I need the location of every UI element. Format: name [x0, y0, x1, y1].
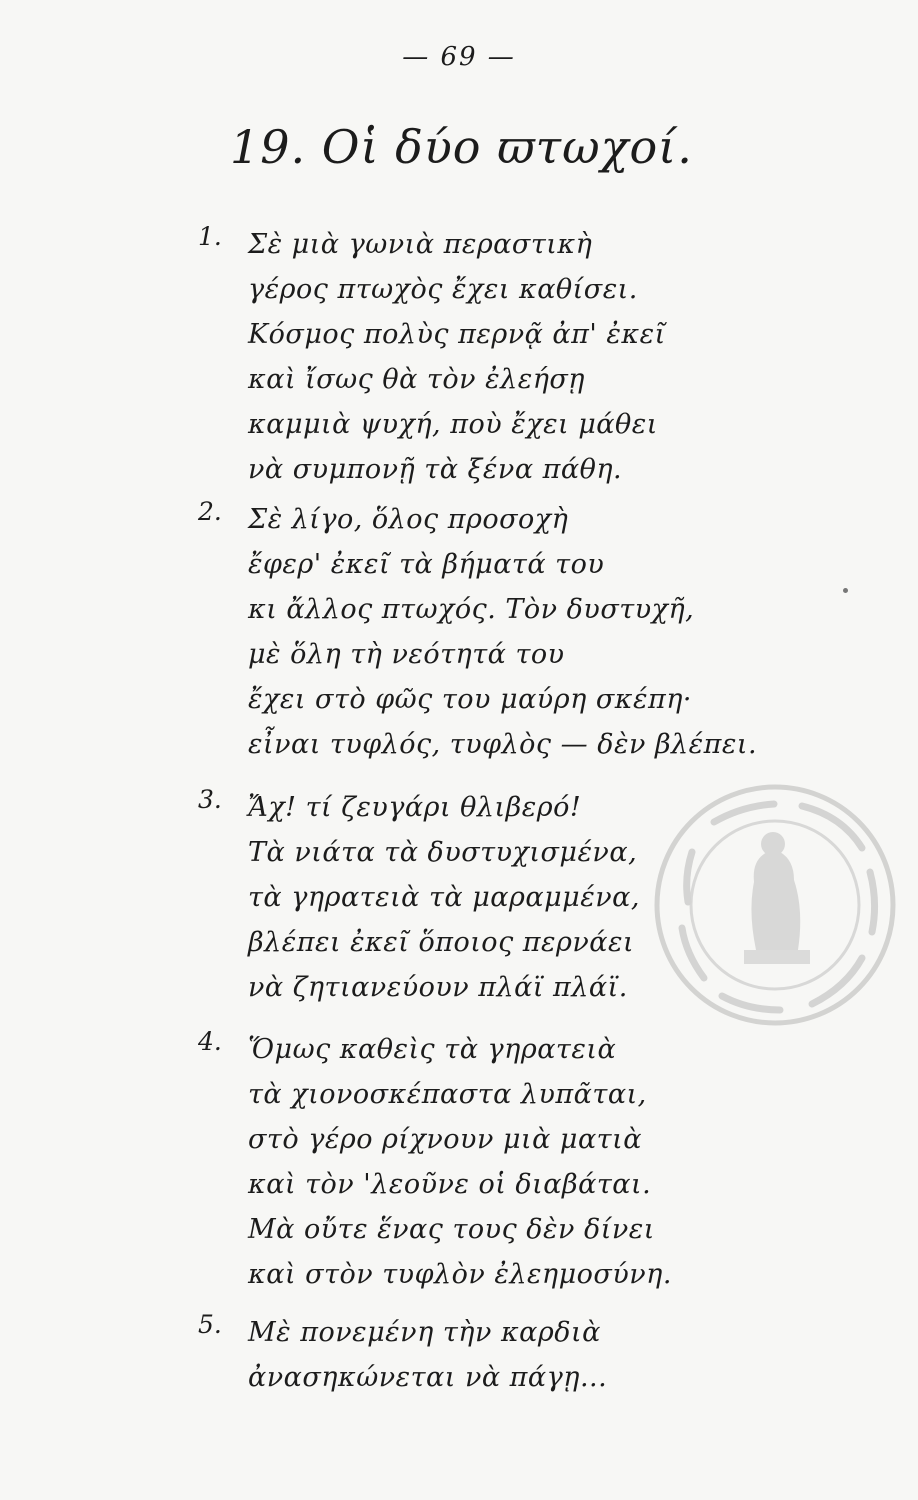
page-number: — 69 — — [402, 42, 516, 72]
stanza-number: 2. — [198, 497, 222, 526]
stanza-number: 3. — [198, 785, 222, 814]
verse-line: Μὲ πονεμένη τὴν καρδιὰ — [248, 1317, 601, 1348]
library-seal-icon — [652, 782, 898, 1028]
verse-line: ἔφερ' ἐκεῖ τὰ βήματά του — [248, 549, 605, 580]
verse-line: τὰ γηρατειὰ τὰ μαραμμένα, — [248, 882, 640, 913]
poem-title: 19. Οἱ δύο ϖτωχοί. — [230, 120, 693, 174]
verse-line: Ὅμως καθεὶς τὰ γηρατειὰ — [248, 1034, 617, 1065]
verse-line: καὶ στὸν τυφλὸν ἐλεημοσύνη. — [248, 1259, 672, 1290]
verse-line: κι ἄλλος πτωχός. Τὸν δυστυχῆ, — [248, 594, 695, 625]
verse-line: Μὰ οὔτε ἕνας τους δὲν δίνει — [248, 1214, 655, 1245]
verse-line: Τὰ νιάτα τὰ δυστυχισμένα, — [248, 837, 638, 868]
verse-line: νὰ ζητιανεύουν πλάϊ πλάϊ. — [248, 972, 628, 1003]
verse-line: ἔχει στὸ φῶς του μαύρη σκέπη· — [248, 684, 692, 715]
stanza-number: 5. — [198, 1310, 222, 1339]
verse-line: Κόσμος πολὺς περνᾷ ἀπ' ἐκεῖ — [248, 319, 666, 350]
verse-line: Σὲ λίγο, ὅλος προσοχὴ — [248, 504, 569, 535]
verse-line: καμμιὰ ψυχή, ποὺ ἔχει μάθει — [248, 409, 658, 440]
verse-line: γέρος πτωχὸς ἔχει καθίσει. — [248, 274, 638, 305]
stanza-lines — [248, 497, 757, 767]
stanza-lines — [248, 222, 666, 492]
stanza-lines — [248, 785, 640, 1010]
verse-line: βλέπει ἐκεῖ ὅποιος περνάει — [248, 927, 635, 958]
ink-speck — [843, 588, 848, 593]
stanza-lines — [248, 1310, 607, 1400]
verse-line: τὰ χιονοσκέπαστα λυπᾶται, — [248, 1079, 647, 1110]
stanza-number: 4. — [198, 1027, 222, 1056]
verse-line: μὲ ὅλη τὴ νεότητά του — [248, 639, 565, 670]
verse-line: ἀνασηκώνεται νὰ πάγῃ... — [248, 1362, 608, 1393]
stanza-number: 1. — [198, 222, 222, 251]
verse-line: νὰ συμπονῇ τὰ ξένα πάθη. — [248, 454, 623, 485]
verse-line: εἶναι τυφλός, τυφλὸς — δὲν βλέπει. — [248, 729, 758, 760]
verse-line: καὶ τὸν 'λεοῦνε οἱ διαβάται. — [248, 1169, 652, 1200]
verse-line: καὶ ἴσως θὰ τὸν ἐλεήσῃ — [248, 364, 585, 395]
verse-line: Ἄχ! τί ζευγάρι θλιβερό! — [248, 792, 582, 823]
verse-line: στὸ γέρο ρίχνουν μιὰ ματιὰ — [248, 1124, 642, 1155]
stanza-lines — [248, 1027, 672, 1297]
verse-line: Σὲ μιὰ γωνιὰ περαστικὴ — [248, 229, 593, 260]
